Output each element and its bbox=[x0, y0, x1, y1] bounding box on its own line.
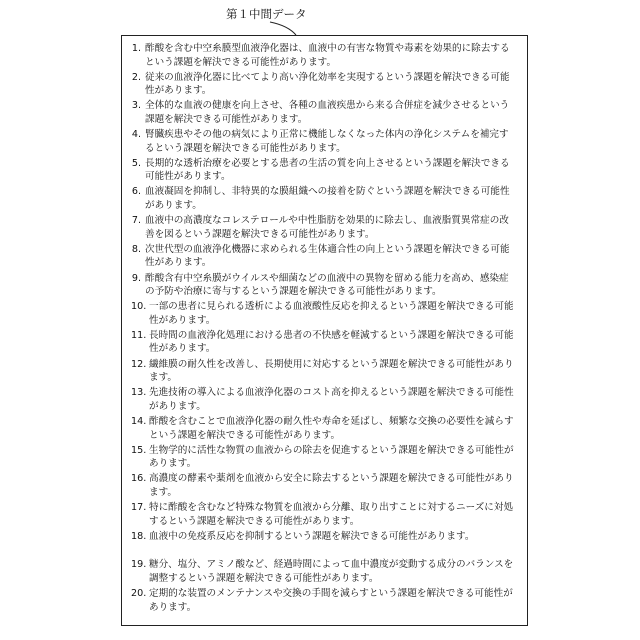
item-number: 6. bbox=[131, 185, 145, 199]
item-text: 先進技術の導入による血液浄化器のコスト高を抑えるという課題を解決できる可能性があります。 bbox=[149, 386, 517, 413]
content-box bbox=[121, 35, 528, 626]
item-number: 3. bbox=[131, 99, 145, 113]
item-number: 9. bbox=[131, 272, 145, 286]
item-text: 定期的な装置のメンテナンスや交換の手間を減らすという課題を解決できる可能性があります。 bbox=[149, 587, 517, 614]
list-item bbox=[131, 99, 517, 128]
item-text: 一部の患者に見られる透析による血液酸性反応を抑えるという課題を解決できる可能性があります。 bbox=[149, 300, 517, 327]
list-item bbox=[131, 71, 517, 100]
list-item bbox=[131, 558, 517, 587]
list-item bbox=[131, 272, 517, 301]
list-item bbox=[131, 444, 517, 473]
item-number: 15. bbox=[131, 444, 149, 458]
list-item bbox=[131, 128, 517, 157]
item-text: 全体的な血液の健康を向上させ、各種の血液疾患から来る合併症を減少させるという課題を解決できる可能性があります。 bbox=[145, 99, 517, 126]
item-text: 血液中の高濃度なコレステロールや中性脂肪を効果的に除去し、血液脂質異常症の改善を図るという課題を解決できる可能性があります。 bbox=[145, 214, 517, 241]
item-text: 次世代型の血液浄化機器に求められる生体適合性の向上という課題を解決できる可能性があります。 bbox=[145, 243, 517, 270]
item-text: 腎臓疾患やその他の病気により正常に機能しなくなった体内の浄化システムを補完するという課題を解決できる可能性があります。 bbox=[145, 128, 517, 155]
item-number: 13. bbox=[131, 386, 149, 400]
list-item bbox=[131, 214, 517, 243]
item-number: 5. bbox=[131, 157, 145, 171]
item-number: 14. bbox=[131, 415, 149, 429]
item-text: 繊維膜の耐久性を改善し、長期使用に対応するという課題を解決できる可能性があります。 bbox=[149, 358, 517, 385]
item-number: 7. bbox=[131, 214, 145, 228]
list-item bbox=[131, 501, 517, 530]
list-item bbox=[131, 329, 517, 358]
item-number: 10. bbox=[131, 300, 149, 314]
list-item bbox=[131, 185, 517, 214]
item-number: 4. bbox=[131, 128, 145, 142]
list-item bbox=[131, 472, 517, 501]
list-item bbox=[131, 358, 517, 387]
list-item bbox=[131, 300, 517, 329]
list-item bbox=[131, 386, 517, 415]
item-number: 18. bbox=[131, 530, 149, 544]
item-number: 1. bbox=[131, 42, 145, 56]
list-item bbox=[131, 587, 517, 616]
item-number: 8. bbox=[131, 243, 145, 257]
item-number: 2. bbox=[131, 71, 145, 85]
item-text: 生物学的に活性な物質の血液からの除去を促進するという課題を解決できる可能性があります。 bbox=[149, 444, 517, 471]
list-item bbox=[131, 157, 517, 186]
item-number: 20. bbox=[131, 587, 149, 601]
item-number: 17. bbox=[131, 501, 149, 515]
list-item bbox=[131, 243, 517, 272]
item-number: 12. bbox=[131, 358, 149, 372]
item-number: 11. bbox=[131, 329, 149, 343]
item-text: 長時間の血液浄化処理における患者の不快感を軽減するという課題を解決できる可能性があります。 bbox=[149, 329, 517, 356]
item-text: 酢酸を含む中空糸膜型血液浄化器は、血液中の有害な物質や毒素を効果的に除去するという課題を解決できる可能性があります。 bbox=[145, 42, 517, 69]
item-text: 酢酸を含むことで血液浄化器の耐久性や寿命を延ばし、頻繁な交換の必要性を減らすという課題を解決できる可能性があります。 bbox=[149, 415, 517, 442]
list-item bbox=[131, 42, 517, 71]
item-text: 従来の血液浄化器に比べてより高い浄化効率を実現するという課題を解決できる可能性があります。 bbox=[145, 71, 517, 98]
item-number: 16. bbox=[131, 472, 149, 486]
document-title: 第１中間データ bbox=[226, 7, 307, 21]
item-text: 特に酢酸を含むなど特殊な物質を血液から分離、取り出すことに対するニーズに対処するという課題を解決できる可能性があります。 bbox=[149, 501, 517, 528]
item-text: 長期的な透析治療を必要とする患者の生活の質を向上させるという課題を解決できる可能性があります。 bbox=[145, 157, 517, 184]
item-text: 高濃度の酵素や薬剤を血液から安全に除去するという課題を解決できる可能性があります。 bbox=[149, 472, 517, 499]
list-item bbox=[131, 530, 517, 559]
list-item bbox=[131, 415, 517, 444]
item-text: 血液中の免疫系反応を抑制するという課題を解決できる可能性があります。 bbox=[149, 530, 517, 544]
item-text: 酢酸含有中空糸膜がウイルスや細菌などの血液中の異物を留める能力を高め、感染症の予防や治療に寄与するという課題を解決できる可能性があります。 bbox=[145, 272, 517, 299]
item-number: 19. bbox=[131, 558, 149, 572]
item-text: 糖分、塩分、アミノ酸など、経過時間によって血中濃度が変動する成分のバランスを調整するという課題を解決できる可能性があります。 bbox=[149, 558, 517, 585]
item-text: 血液凝固を抑制し、非特異的な膜組織への接着を防ぐという課題を解決できる可能性があります。 bbox=[145, 185, 517, 212]
issue-list bbox=[122, 36, 527, 616]
